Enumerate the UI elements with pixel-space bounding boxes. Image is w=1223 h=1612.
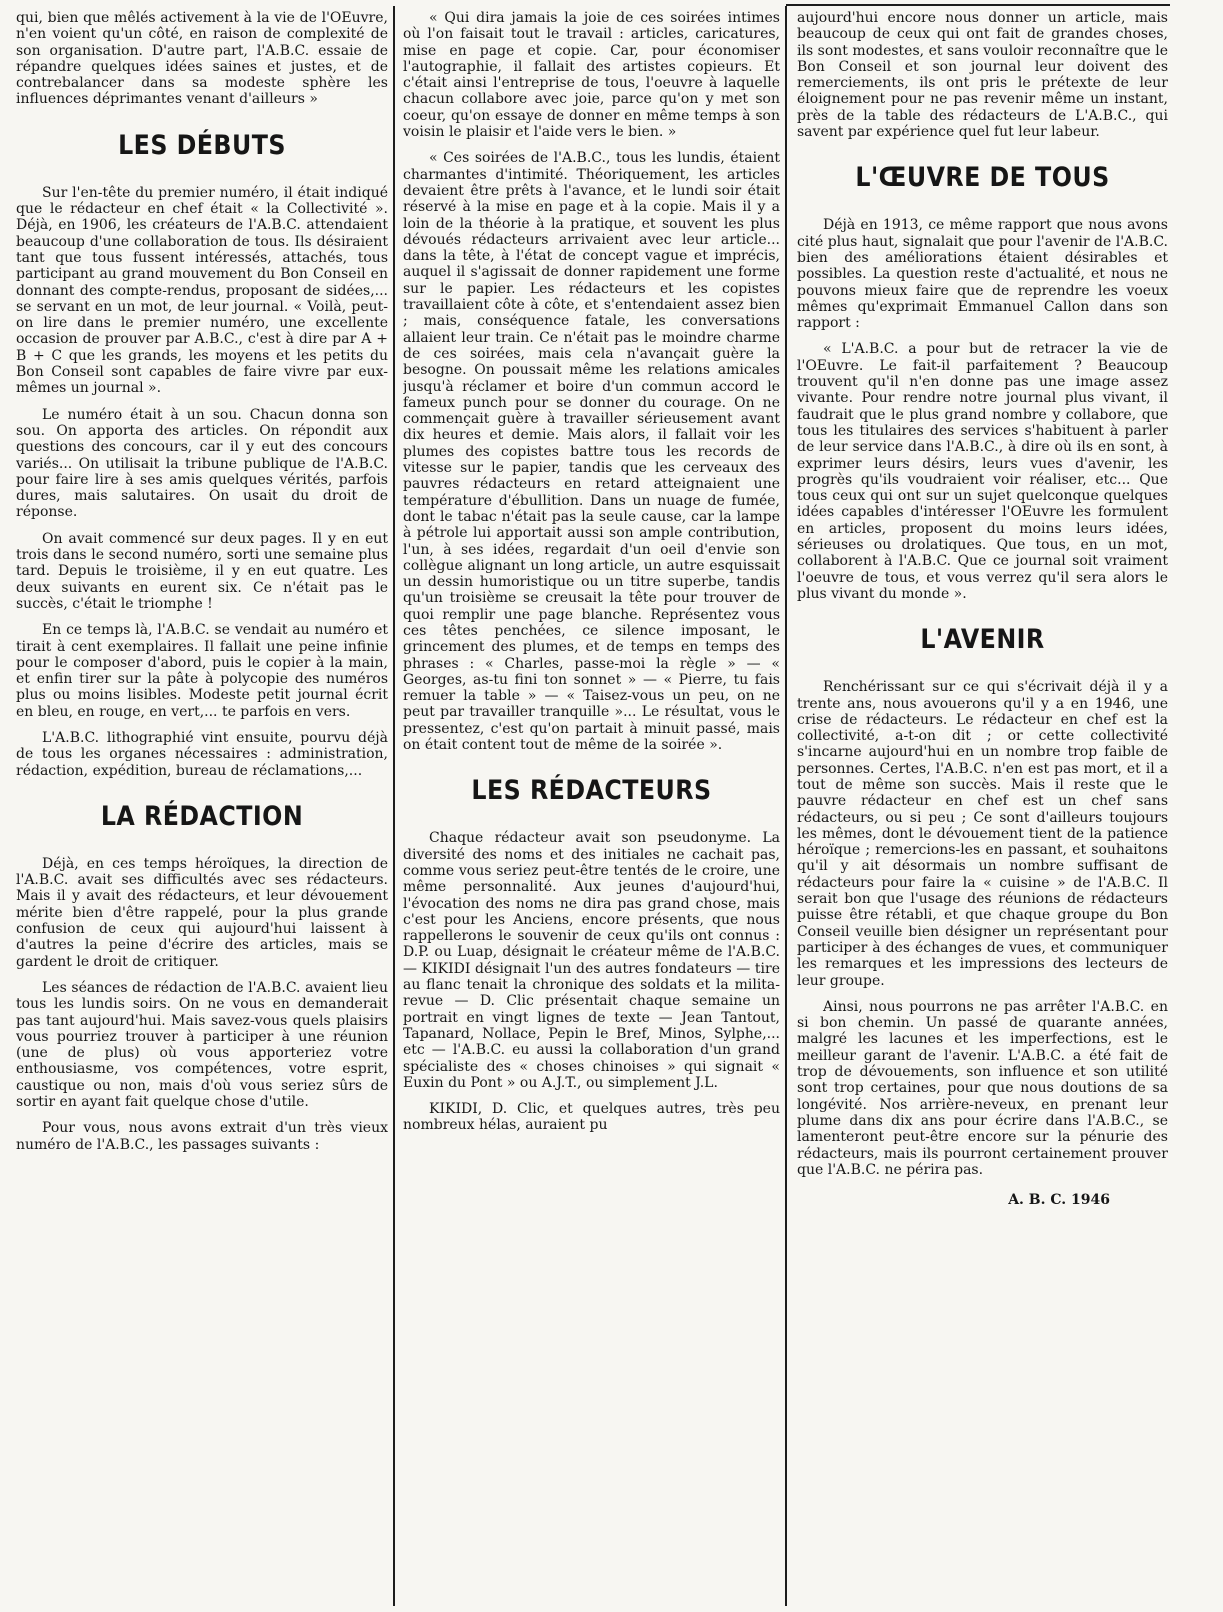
paragraph: Les séances de rédaction de l'A.B.C. avaient lieu tous les lundis soirs. On ne vous en demanderait pas tant aujourd'hui. Mais savez-vous quels plaisirs vous pourriez trouver à participer à une réunion (une de plus) où vous apporteriez votre enthousiasme, vos compétences, votre esprit, caustique ou non, mais d'où vous seriez sûrs de sortir en ayant fait quelque chose d'utile.	[16, 979, 388, 1111]
paragraph: Pour vous, nous avons extrait d'un très vieux numéro de l'A.B.C., les passages suivants :	[16, 1120, 388, 1153]
top-rule	[786, 4, 1170, 6]
paragraph: Chaque rédacteur avait son pseudonyme. La diversité des noms et des initiales ne cachait pas, comme vous seriez peut-être tentés de le croire, une même personnalité. Aux jeunes d'aujourd'hui, l'évocation des noms ne dira pas grand chose, mais c'est pour les Anciens, encore présents, que nous rappellerons le souvenir de ceux qu'ils ont connus : D.P. ou Luap, désignait le créateur même de l'A.B.C. — KIKIDI désignait l'un des autres fondateurs — tire au flanc tenait la chronique des soldats et la milita-revue — D. Clic présentait chaque semaine un portrait en vingt lignes de texte — Jean Tantout, Tapanard, Nollace, Pepin le Bref, Minos, Sylphe,... etc — l'A.B.C. eu aussi la collaboration d'un grand spécialiste des « choses chinoises » qui signait « Euxin du Pont » ou A.J.T., ou simplement J.L.	[403, 830, 780, 1091]
paragraph: Le numéro était à un sou. Chacun donna son sou. On apporta des articles. On répondit aux questions des concours, car il y eut des concours variés... On utilisait la tribune publique de l'A.B.C. pour faire lire à ses amis quelques vérités, parfois dures, mais salutaires. On usait du droit de réponse.	[16, 406, 388, 521]
paragraph: L'A.B.C. lithographié vint ensuite, pourvu déjà de tous les organes nécessaires : administration, rédaction, expédition, bureau de réclamations,...	[16, 729, 388, 779]
section-heading: L'AVENIR	[920, 624, 1045, 656]
section-heading: LA RÉDACTION	[100, 800, 304, 832]
paragraph: qui, bien que mêlés activement à la vie de l'OEuvre, n'en voient qu'un côté, en raison de complexité de son organisation. D'autre part, l'A.B.C. essaie de répandre quelques idées saines et justes, et de contrebalancer dans sa modeste sphère les influences déprimantes venant d'ailleurs »	[16, 10, 388, 108]
paragraph: En ce temps là, l'A.B.C. se vendait au numéro et tirait à cent exemplaires. Il fallait une peine infinie pour le composer d'abord, puis le copier à la main, et enfin tirer sur la pâte à polycopie des numéros plus ou moins lisibles. Modeste petit journal écrit en bleu, en rouge, en vert,... te parfois en vers.	[16, 622, 388, 720]
section-heading: LES RÉDACTEURS	[471, 775, 712, 807]
column-3	[797, 10, 1168, 1605]
paragraph: On avait commencé sur deux pages. Il y en eut trois dans le second numéro, sorti une semaine plus tard. Depuis le troisième, il y en eut quatre. Les deux suivants en eurent six. Ce n'était pas le succès, c'était le triomphe !	[16, 530, 388, 612]
paragraph: aujourd'hui encore nous donner un article, mais beaucoup de ceux qui ont fait de grandes choses, ils sont modestes, et sans vouloir reconnaître que le Bon Conseil et son journal leur doivent des remerciements, ils ont pris le prétexte de leur éloignement pour ne pas revenir même un instant, près de la table des rédacteurs de L'A.B.C., qui savent par expérience quel fut leur labeur.	[797, 10, 1168, 141]
section-heading: L'ŒUVRE DE TOUS	[855, 162, 1110, 194]
paragraph: KIKIDI, D. Clic, et quelques autres, très peu nombreux hélas, auraient pu	[403, 1101, 780, 1134]
paragraph: Déjà, en ces temps héroïques, la direction de l'A.B.C. avait ses difficultés avec ses rédacteurs. Mais il y avait des rédacteurs, et leur dévouement mérite bien d'être rappelé, pour la plus grande confusion de ceux qui aujourd'hui laissent à d'autres la peine d'écrire des articles, mais se gardent le droit de critiquer.	[16, 855, 388, 970]
paragraph: Sur l'en-tête du premier numéro, il était indiqué que le rédacteur en chef était « la Collectivité ». Déjà, en 1906, les créateurs de l'A.B.C. attendaient beaucoup d'une collaboration de tous. Ils désiraient tant que tous fussent intéressés, attachés, tous participant au grand mouvement du Bon Conseil en donnant des compte-rendus, proposant de sidées,... se servant en un mot, de leur journal. « Voilà, peut-on lire dans le premier numéro, une excellente occasion de prouver par A.B.C., c'est à dire par A + B + C que les grands, les moyens et les petits du Bon Conseil sont capables de faire vivre par eux-mêmes un journal ».	[16, 184, 388, 397]
column-rule-1	[393, 6, 395, 1606]
paragraph: « Qui dira jamais la joie de ces soirées intimes où l'on faisait tout le travail : articles, caricatures, mise en page et copie. Car, pour économiser l'autographie, il fallait des artistes copieurs. Et c'était ainsi l'entreprise de tous, l'oeuvre à laquelle chacun collabore avec joie, parce qu'on y met son coeur, qu'on essaye de donner en même temps à son voisin le plaisir et l'aide vers le bien. »	[403, 10, 780, 141]
section-heading: LES DÉBUTS	[118, 129, 286, 161]
column-rule-2	[785, 6, 787, 1606]
column-2	[403, 10, 780, 1605]
paragraph: Déjà en 1913, ce même rapport que nous avons cité plus haut, signalait que pour l'avenir de l'A.B.C. bien des améliorations étaient désirables et possibles. La question reste d'actualité, et nous ne pouvons mieux faire que de reprendre les voeux mêmes qu'exprimait Emmanuel Callon dans son rapport :	[797, 217, 1168, 332]
signature: A. B. C. 1946	[1008, 1192, 1110, 1209]
paragraph: Ainsi, nous pourrons ne pas arrêter l'A.B.C. en si bon chemin. Un passé de quarante années, malgré les lacunes et les imperfections, est le meilleur garant de l'avenir. L'A.B.C. a été fait de trop de dévouements, son influence et son utilité sont trop certaines, pour que nous doutions de sa longévité. Nos arrière-neveux, en prenant leur plume dans dix ans pour écrire dans l'A.B.C., se lamenteront peut-être encore sur la pénurie des rédacteurs, mais ils pourront certainement prouver que l'A.B.C. ne périra pas.	[797, 998, 1168, 1178]
paragraph: Renchérissant sur ce qui s'écrivait déjà il y a trente ans, nous avouerons qu'il y a en 1946, une crise de rédacteurs. Le rédacteur en chef est la collectivité, a-t-on dit ; or cette collectivité s'incarne aujourd'hui en un nombre trop faible de personnes. Certes, l'A.B.C. n'en est pas mort, et il a tout de même son succès. Mais il reste que le pauvre rédacteur en chef est un chef sans rédacteurs, ou si peu ; Ce sont d'ailleurs toujours les mêmes, dont le dévouement tient de la patience héroïque ; remercions-les en passant, et souhaitons qu'il y ait désormais un nombre suffisant de rédacteurs pour faire la « cuisine » de l'A.B.C. Il serait bon que l'usage des réunions de rédacteurs puisse être rétabli, et que chaque groupe du Bon Conseil veuille bien désigner un représentant pour participer à des échanges de vues, et communiquer les remarques et les impressions des lecteurs de leur groupe.	[797, 679, 1168, 989]
paragraph: « L'A.B.C. a pour but de retracer la vie de l'OEuvre. Le fait-il parfaitement ? Beaucoup trouvent qu'il n'en donne pas une image assez vivante. Pour rendre notre journal plus vivant, il faudrait que le plus grand nombre y collabore, que tous les titulaires des services s'habituent à parler de leur service dans l'A.B.C., à dire où ils en sont, à exprimer leurs désirs, leurs vues d'avenir, les progrès qu'ils voudraient voir réaliser, etc... Que tous ceux qui ont sur un sujet quelconque quelques idées capables d'intéresser l'OEuvre les formulent en articles, proposent du moins leurs idées, sérieuses ou drolatiques. Que tous, en un mot, collaborent à l'A.B.C. Que ce journal soit vraiment l'oeuvre de tous, et vous verrez qu'il sera alors le plus vivant du monde ».	[797, 341, 1168, 602]
paragraph: « Ces soirées de l'A.B.C., tous les lundis, étaient charmantes d'intimité. Théoriquement, les articles devaient être prêts à l'avance, et le lundi soir était réservé à la mise en page et à la copie. Mais il y a loin de la théorie à la pratique, et souvent les plus dévoués rédacteurs arrivaient avec leur article... dans la tête, à l'état de concept vague et imprécis, auquel il s'agissait de donner rapidement une forme sur le papier. Les rédacteurs et les copistes travaillaient côte à côte, et s'entendaient assez bien ; mais, conséquence fatale, les conversations allaient leur train. Ce n'était pas le moindre charme de ces soirées, mais cela n'avançait guère la besogne. On poussait même les relations amicales jusqu'à réclamer et boire d'un commun accord le fameux punch pour se donner du courage. On ne commençait guère à travailler sérieusement avant dix heures et demie. Mais alors, il fallait voir les plumes des copistes battre tous les records de vitesse sur le papier, tandis que les cerveaux des pauvres rédacteurs en retard atteignaient une température d'ébullition. Dans un nuage de fumée, dont le tabac n'était pas la seule cause, car la lampe à pétrole lui apportait aussi son ample contribution, l'un, à ses idées, regardait d'un oeil d'envie son collègue alignant un long article, un autre esquissait un dessin humoristique ou un titre superbe, tandis qu'un troisième se creusait la tête pour trouver de quoi remplir une page blanche. Représentez vous ces têtes penchées, ce silence imposant, le grincement des plumes, et de temps en temps des phrases : « Charles, passe-moi la règle » — « Georges, as-tu fini ton sonnet » — « Pierre, tu fais remuer la table » — « Taisez-vous un peu, on ne peut par travailler tranquille »... Le résultat, vous le pressentez, c'est qu'on partait à minuit passé, mais on était content tout de même de la soirée ».	[403, 150, 780, 754]
column-1	[16, 10, 388, 1605]
